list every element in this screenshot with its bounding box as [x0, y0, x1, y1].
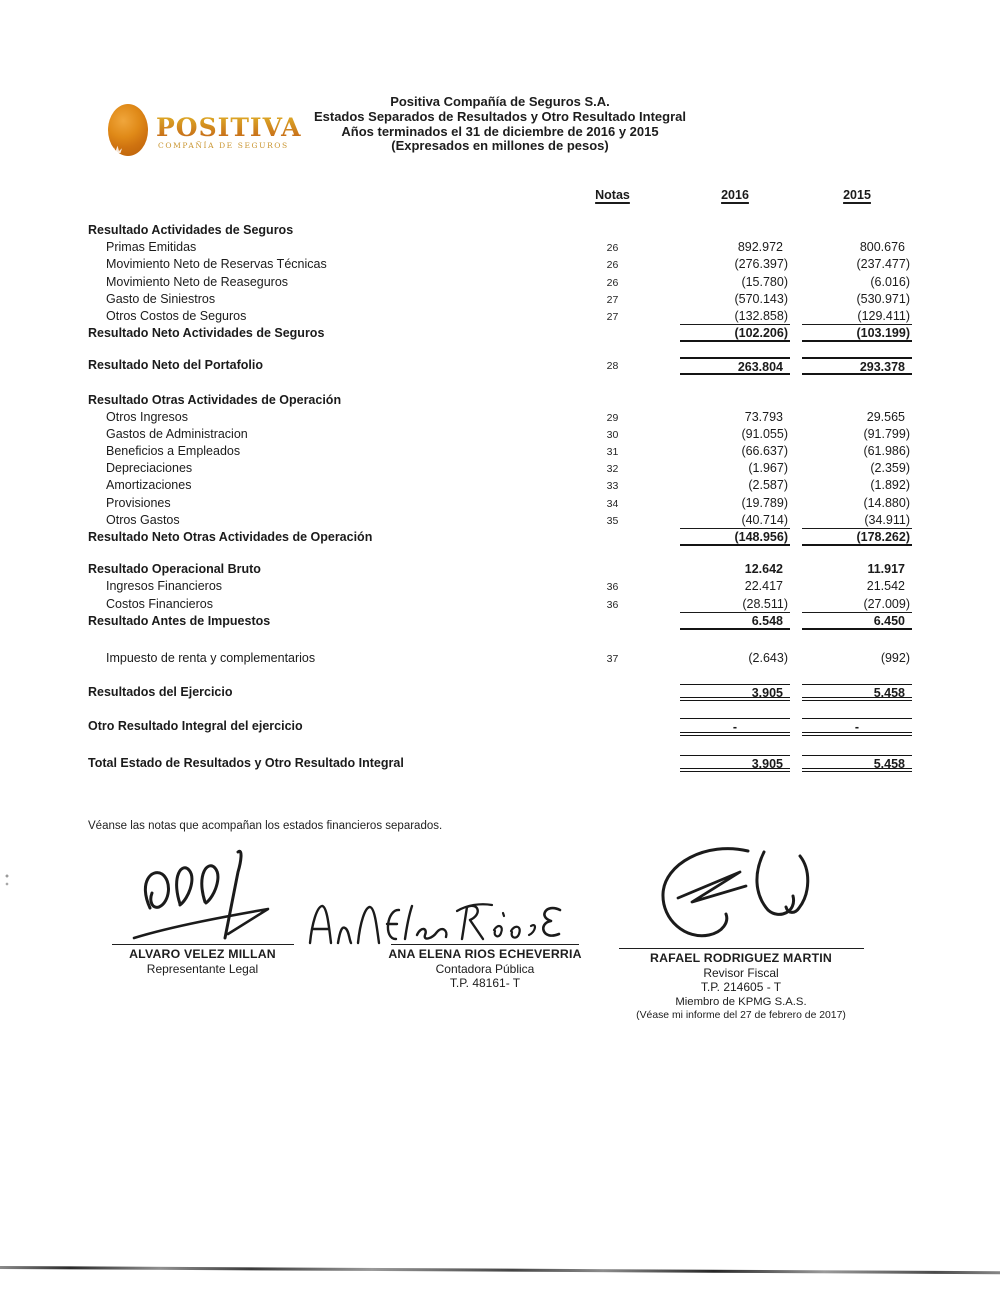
value-2016: 6.548: [680, 613, 790, 630]
signer-role-line: T.P. 214605 - T: [700, 980, 782, 994]
value-2015: (27.009): [802, 596, 912, 613]
value-2016-cell: [645, 426, 790, 443]
table-row: [88, 409, 912, 426]
note-reference: [580, 529, 645, 546]
note-reference: 36: [606, 581, 619, 594]
signer-role-line: (Véase mi informe del 27 de febrero de 2017): [636, 1010, 846, 1021]
value-2015-cell: [790, 596, 912, 613]
value-2016: 12.642: [744, 562, 783, 577]
statement-rows: [88, 222, 912, 772]
row-label: Resultado Operacional Bruto: [88, 562, 261, 577]
value-2016-cell: [645, 718, 790, 735]
value-2016-cell: [645, 495, 790, 512]
table-row: [88, 512, 912, 529]
column-header-2015: 2015: [843, 188, 871, 202]
table-row: [88, 460, 912, 477]
signer-role-line: Revisor Fiscal: [703, 965, 779, 980]
value-2015: 6.450: [802, 613, 912, 630]
row-spacer: [88, 342, 912, 357]
row-label: Ingresos Financieros: [106, 579, 223, 594]
value-2016-cell: [645, 239, 790, 256]
row-label: Movimiento Neto de Reservas Técnicas: [106, 257, 327, 272]
value-2015: (1.892): [870, 478, 910, 493]
value-2016-cell: [645, 291, 790, 308]
signer-role-line: Representante Legal: [146, 961, 259, 976]
row-label: Provisiones: [106, 495, 171, 510]
value-2016-cell: [645, 578, 790, 595]
value-2016-cell: [645, 477, 790, 494]
value-2015: 21.542: [866, 579, 905, 594]
note-reference: 36: [606, 598, 619, 611]
value-2015: (91.799): [863, 426, 910, 441]
value-2016-cell: [645, 460, 790, 477]
table-row: [88, 357, 912, 374]
note-reference: 26: [606, 242, 619, 255]
note-reference: [580, 613, 645, 630]
signer-role-line: T.P. 48161- T: [449, 976, 521, 990]
value-2016-cell: [645, 256, 790, 273]
value-2016: 73.793: [744, 409, 783, 424]
value-2015: (6.016): [870, 274, 910, 289]
row-label: Primas Emitidas: [106, 240, 197, 255]
table-row: [88, 495, 912, 512]
value-2015: 5.458: [802, 755, 912, 772]
value-2015: (103.199): [802, 325, 912, 342]
note-reference: [580, 325, 645, 342]
value-2015: (992): [880, 650, 910, 665]
value-2016-cell: [645, 392, 790, 409]
value-2016-cell: [645, 684, 790, 701]
row-label: Resultado Neto Otras Actividades de Operación: [88, 530, 373, 544]
value-2016: 3.905: [680, 755, 790, 772]
value-2015: (237.477): [856, 257, 910, 272]
value-2015: 800.676: [859, 240, 905, 255]
signer-name: RAFAEL RODRIGUEZ MARTIN: [650, 951, 832, 965]
table-row: [88, 291, 912, 308]
value-2016: (570.143): [734, 291, 788, 306]
table-row: [88, 578, 912, 595]
value-2016-cell: [645, 409, 790, 426]
row-label: Resultado Neto del Portafolio: [88, 358, 264, 373]
table-row: [88, 718, 912, 735]
table-row: [88, 392, 912, 409]
value-2015: (2.359): [870, 461, 910, 476]
value-2016: (148.956): [680, 529, 790, 546]
value-2016-cell: [645, 512, 790, 529]
value-2016: (28.511): [680, 596, 790, 613]
table-row: [88, 650, 912, 667]
note-reference: 31: [606, 446, 619, 459]
value-2016-cell: [645, 222, 790, 239]
value-2015: 29.565: [866, 409, 905, 424]
value-2016-cell: [645, 308, 790, 325]
value-2015-cell: [790, 325, 912, 342]
signer-name: ANA ELENA RIOS ECHEVERRIA: [388, 947, 582, 961]
value-2015-cell: [790, 409, 912, 426]
signature-block: [100, 944, 305, 976]
value-2015-cell: [790, 239, 912, 256]
value-2015-cell: [790, 274, 912, 291]
logo-brand-name: POSITIVA: [156, 113, 302, 142]
note-reference: 27: [606, 310, 619, 323]
row-label: Amortizaciones: [106, 478, 192, 493]
table-row: [88, 755, 912, 772]
value-2015: [802, 222, 912, 239]
column-header-2016: 2016: [721, 188, 749, 202]
value-2015-cell: [790, 495, 912, 512]
value-2016-cell: [645, 755, 790, 772]
table-row: [88, 274, 912, 291]
value-2016: (276.397): [734, 257, 788, 272]
value-2015-cell: [790, 477, 912, 494]
table-row: [88, 308, 912, 325]
value-2016: (2.587): [748, 478, 788, 493]
row-label: Costos Financieros: [106, 596, 213, 611]
value-2016: (102.206): [680, 325, 790, 342]
row-label: Depreciaciones: [106, 461, 193, 476]
currency-note: (Expresados en millones de pesos): [391, 138, 609, 154]
logo-tagline: COMPAÑÍA DE SEGUROS: [158, 141, 289, 150]
note-reference: [580, 222, 645, 239]
value-2015-cell: [790, 684, 912, 701]
signature-block: [380, 944, 590, 991]
table-row: [88, 443, 912, 460]
value-2016: 22.417: [744, 579, 783, 594]
signature-line: [619, 948, 864, 949]
signature-block: [612, 948, 870, 1024]
value-2015-cell: [790, 308, 912, 325]
row-spacer: [88, 736, 912, 755]
row-spacer: [88, 667, 912, 684]
value-2016: -: [680, 718, 790, 735]
table-row: [88, 613, 912, 630]
row-spacer: [88, 546, 912, 561]
value-2015: 11.917: [867, 562, 905, 577]
signature-handwriting-ana: [302, 897, 567, 949]
row-label: Resultado Antes de Impuestos: [88, 613, 271, 628]
scan-artifact-line: [0, 1266, 1000, 1274]
value-2016: 263.804: [680, 357, 790, 374]
note-reference: 32: [606, 463, 619, 476]
row-label: Gastos de Administracion: [106, 426, 248, 441]
signer-name: ALVARO VELEZ MILLAN: [129, 947, 276, 961]
column-header-notas: Notas: [595, 188, 630, 202]
value-2015: (530.971): [856, 291, 910, 306]
value-2015: (34.911): [802, 512, 912, 529]
table-row: [88, 222, 912, 239]
value-2016: (91.055): [741, 426, 788, 441]
income-statement-table: [88, 186, 912, 772]
table-row: [88, 239, 912, 256]
row-label: Otros Gastos: [106, 512, 180, 527]
note-reference: 29: [606, 411, 619, 424]
value-2015-cell: [790, 529, 912, 546]
value-2016: [680, 222, 790, 239]
value-2016-cell: [645, 613, 790, 630]
signature-handwriting-rafael: [648, 844, 833, 950]
row-label: Otros Costos de Seguros: [106, 308, 247, 323]
statement-title: Estados Separados de Resultados y Otro Resultado Integral: [313, 108, 687, 124]
note-reference: 30: [606, 428, 619, 441]
value-2016-cell: [645, 650, 790, 667]
value-2016: (132.858): [680, 308, 790, 325]
note-reference: 33: [606, 480, 619, 493]
value-2015-cell: [790, 222, 912, 239]
value-2015-cell: [790, 426, 912, 443]
note-reference: [580, 561, 645, 578]
value-2015-cell: [790, 578, 912, 595]
value-2016-cell: [645, 596, 790, 613]
value-2015: [802, 392, 912, 409]
row-spacer: [88, 375, 912, 392]
value-2015: 293.378: [802, 357, 912, 374]
note-reference: 34: [606, 497, 619, 510]
row-label: Resultado Neto Actividades de Seguros: [88, 326, 325, 341]
value-2015: 5.458: [802, 684, 912, 701]
value-2016: (66.637): [741, 444, 788, 459]
value-2016-cell: [645, 274, 790, 291]
table-row: [88, 684, 912, 701]
note-reference: 35: [606, 514, 619, 527]
row-label: Resultado Actividades de Seguros: [88, 223, 294, 237]
document-title-block: [0, 95, 1000, 154]
value-2016: (1.967): [748, 461, 788, 476]
note-reference: 26: [606, 259, 619, 272]
value-2015: (61.986): [863, 444, 910, 459]
table-row: [88, 561, 912, 578]
row-label: Impuesto de renta y complementarios: [106, 650, 316, 665]
value-2016-cell: [645, 443, 790, 460]
value-2016-cell: [645, 529, 790, 546]
value-2015-cell: [790, 392, 912, 409]
value-2015-cell: [790, 512, 912, 529]
row-label: Movimiento Neto de Reaseguros: [106, 274, 289, 289]
statement-period: Años terminados el 31 de diciembre de 2016 y 2015: [341, 123, 659, 139]
note-reference: 37: [606, 652, 619, 665]
value-2015: -: [802, 718, 912, 735]
company-name: Positiva Compañía de Seguros S.A.: [390, 94, 610, 109]
value-2016: 3.905: [680, 684, 790, 701]
value-2015-cell: [790, 613, 912, 630]
table-row: [88, 529, 912, 546]
value-2016: (19.789): [741, 495, 788, 510]
value-2015-cell: [790, 755, 912, 772]
value-2015-cell: [790, 561, 912, 578]
row-label: Resultado Otras Actividades de Operación: [88, 392, 342, 407]
value-2016: [680, 392, 790, 409]
notes-footnote: Véanse las notas que acompañan los estados financieros separados.: [88, 820, 443, 832]
value-2015: (129.411): [802, 308, 912, 325]
signer-role-line: Miembro de KPMG S.A.S.: [675, 995, 807, 1008]
row-label: Otro Resultado Integral del ejercicio: [88, 719, 303, 734]
row-spacer: [88, 630, 912, 650]
value-2015-cell: [790, 460, 912, 477]
value-2015-cell: [790, 256, 912, 273]
label-column-spacer: [88, 186, 580, 204]
value-2015-cell: [790, 357, 912, 374]
row-label: Beneficios a Empleados: [106, 444, 241, 459]
signature-line: [391, 944, 579, 945]
value-2015-cell: [790, 718, 912, 735]
value-2015: (14.880): [863, 495, 910, 510]
column-headers-row: [88, 186, 912, 204]
value-2015-cell: [790, 443, 912, 460]
table-row: [88, 325, 912, 342]
value-2016-cell: [645, 357, 790, 374]
table-row: [88, 256, 912, 273]
value-2016: 892.972: [737, 240, 783, 255]
row-label: Total Estado de Resultados y Otro Resultado Integral: [88, 755, 404, 770]
row-spacer: [88, 701, 912, 718]
value-2015-cell: [790, 650, 912, 667]
row-label: Gasto de Siniestros: [106, 291, 216, 306]
note-reference: [580, 684, 645, 701]
signature-line: [112, 944, 294, 945]
table-row: [88, 426, 912, 443]
row-label: Resultados del Ejercicio: [88, 685, 233, 700]
table-row: [88, 477, 912, 494]
value-2016-cell: [645, 561, 790, 578]
note-reference: [580, 755, 645, 772]
scan-artifact-dots: [5, 873, 9, 887]
note-reference: [580, 392, 645, 409]
value-2015: (178.262): [802, 529, 912, 546]
value-2016: (40.714): [680, 512, 790, 529]
value-2016-cell: [645, 325, 790, 342]
row-label: Otros Ingresos: [106, 409, 188, 424]
signer-role-line: Contadora Pública: [435, 961, 535, 976]
note-reference: 26: [606, 276, 619, 289]
value-2016: (2.643): [748, 650, 788, 665]
value-2015-cell: [790, 291, 912, 308]
table-row: [88, 596, 912, 613]
note-reference: 28: [606, 360, 619, 373]
signature-handwriting-alvaro: [128, 846, 293, 958]
value-2016: (15.780): [741, 274, 788, 289]
note-reference: [580, 718, 645, 735]
note-reference: 27: [606, 293, 619, 306]
